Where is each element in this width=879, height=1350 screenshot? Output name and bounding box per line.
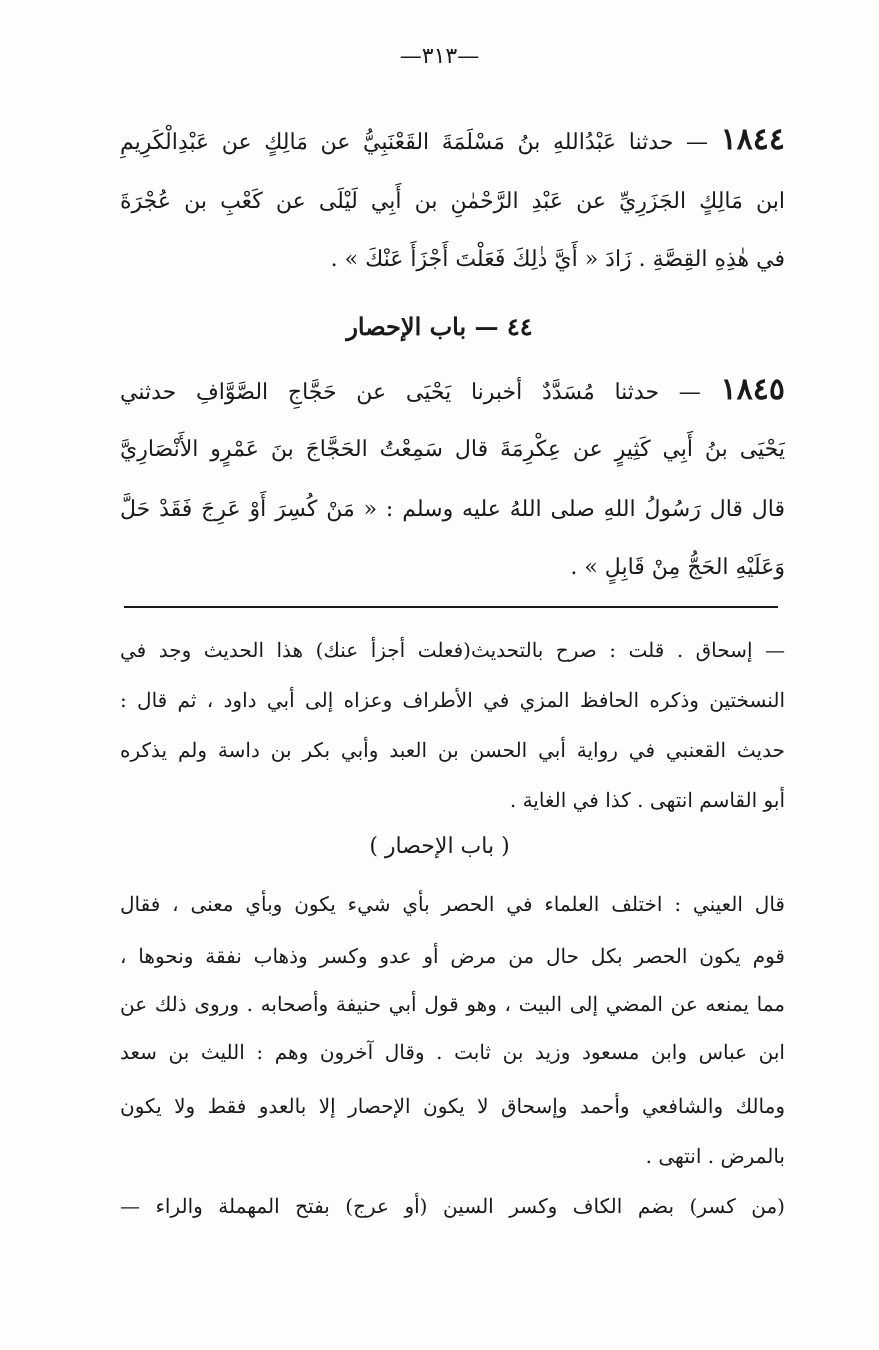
hadith-1845-text-1: — حدثنا مُسَدَّدٌ أخبرنا يَحْيَى عن حَجَّاجِ الصَّوَّافِ حدثني [120, 380, 701, 405]
note-2-line-3: مما يمنعه عن المضي إلى البيت ، وهو قول أبي حنيفة وأصحابه . وروى ذلك عن [120, 992, 785, 1016]
note-2-line-1: قال العيني : اختلف العلماء في الحصر بأي شيء يكون وبأي معنى ، فقال [120, 892, 785, 916]
note-3-line-1: (من كسر) بضم الكاف وكسر السين (أو عرج) بفتح المهملة والراء — [120, 1194, 785, 1218]
note-1-line-1: — إسحاق . قلت : صرح بالتحديث(فعلت أجزأ عنك) هذا الحديث وجد في [120, 638, 785, 662]
note-2-line-4: ابن عباس وابن مسعود وزيد بن ثابت . وقال آخرون وهم : الليث بن سعد [120, 1040, 785, 1064]
hadith-number-1845: ١٨٤٥ [720, 372, 785, 407]
note-2-line-5: ومالك والشافعي وأحمد وإسحاق لا يكون الإحصار إلا بالعدو فقط ولا يكون [120, 1094, 785, 1118]
note-1-line-4: أبو القاسم انتهى . كذا في الغاية . [509, 788, 785, 812]
hadith-1844-text-1: — حدثنا عَبْدُاللهِ بنُ مَسْلَمَةَ القَعْنَبِيُّ عن مَالِكٍ عن عَبْدِالْكَرِيمِ [120, 130, 708, 155]
hadith-number-1844: ١٨٤٤ [720, 122, 785, 157]
page-number: —٣١٣— [399, 44, 480, 69]
notes-chapter-heading: ( باب الإحصار ) [369, 834, 510, 859]
note-2-line-6: بالمرض . انتهى . [645, 1144, 785, 1168]
hadith-1844-line-3: في هٰذِهِ القِصَّةِ . زَادَ « أَيَّ ذٰلِكَ فَعَلْتَ أَجْزَأَ عَنْكَ » . [330, 247, 785, 272]
hadith-1845-line-2: يَحْيَى بنُ أَبِي كَثِيرٍ عن عِكْرِمَةَ قال سَمِعْتُ الحَجَّاجَ بنَ عَمْرٍو الأَنْصَارِيَّ [120, 437, 785, 462]
hadith-1845-line-3: قال قال رَسُولُ اللهِ صلى اللهُ عليه وسلم : « مَنْ كُسِرَ أَوْ عَرِجَ فَقَدْ حَلَّ [120, 497, 785, 522]
hadith-1845-line-1 [120, 368, 785, 412]
footnote-divider [124, 606, 778, 608]
note-1-line-3: حديث القعنبي في رواية أبي الحسن بن العبد وأبي بكر بن داسة ولم يذكره [120, 738, 785, 762]
hadith-1844-line-1 [120, 118, 785, 162]
note-1-line-2: النسختين وذكره الحافظ المزي في الأطراف وعزاه إلى أبي داود ، ثم قال : [120, 688, 785, 712]
note-2-line-2: قوم يكون الحصر بكل حال من مرض أو عدو وكسر وذهاب نفقة ونحوها ، [120, 944, 785, 968]
hadith-1844-line-2: ابن مَالِكٍ الجَزَرِيِّ عن عَبْدِ الرَّحْمٰنِ بن أَبِي لَيْلَى عن كَعْبِ بن عُجْرَةَ [120, 189, 785, 214]
chapter-heading: ٤٤ — باب الإحصار [346, 312, 533, 341]
hadith-1845-line-4: وَعَلَيْهِ الحَجُّ مِنْ قَابِلٍ » . [570, 555, 785, 580]
